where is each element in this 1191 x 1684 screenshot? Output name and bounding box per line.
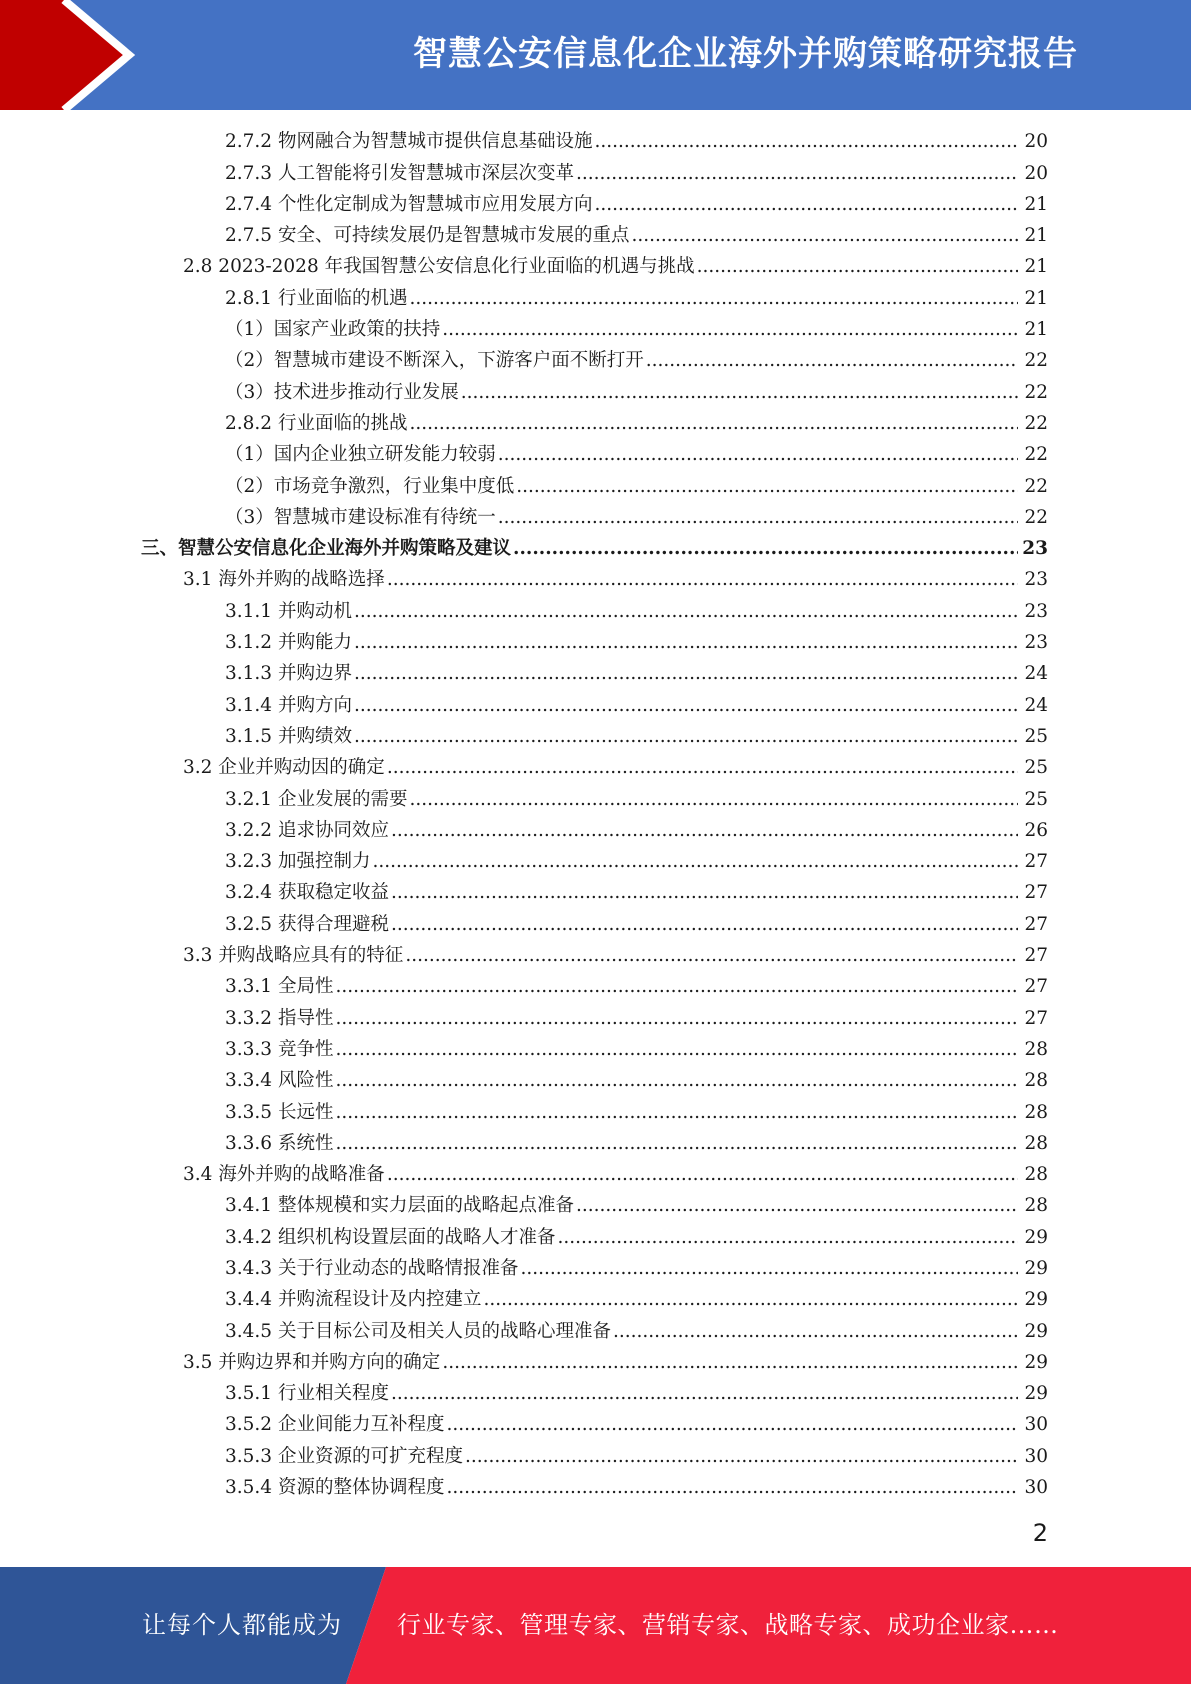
toc-entry-page-number: 20 [1024, 162, 1048, 184]
page-number: 2 [1032, 1519, 1048, 1547]
toc-entry-page-number: 25 [1024, 757, 1048, 779]
toc-entry-page-number: 30 [1024, 1414, 1048, 1436]
toc-entry-title: 3.4.2 组织机构设置层面的战略人才准备 [225, 1226, 556, 1248]
toc-entry[interactable] [0, 534, 1191, 565]
toc-entry-page-number: 21 [1024, 287, 1048, 309]
toc-entry-line [225, 381, 1048, 409]
toc-entry-line [225, 475, 1048, 503]
toc-entry-title: （2）市场竞争激烈，行业集中度低 [225, 475, 515, 497]
toc-dot-leader [557, 1226, 1018, 1250]
toc-entry-line [225, 631, 1048, 659]
toc-entry-title: 2.8.2 行业面临的挑战 [225, 412, 408, 434]
toc-entry-title: 3.1.5 并购绩效 [225, 725, 352, 747]
report-header [0, 0, 1191, 110]
toc-entry-page-number: 22 [1024, 444, 1048, 466]
toc-entry[interactable] [0, 1097, 1191, 1128]
toc-entry-title: 2.8.1 行业面临的机遇 [225, 287, 408, 309]
toc-entry-page-number: 23 [1024, 600, 1048, 622]
toc-entry-line [225, 1132, 1048, 1160]
toc-entry-line [183, 944, 1048, 972]
toc-entry-title: 2.7.3 人工智能将引发智慧城市深层次变革 [225, 162, 574, 184]
toc-entry-page-number: 23 [1024, 632, 1048, 654]
toc-entry-page-number: 21 [1024, 193, 1048, 215]
toc-entry-page-number: 29 [1024, 1320, 1048, 1342]
toc-entry-line [225, 1382, 1048, 1410]
toc-entry-line [225, 725, 1048, 753]
toc-entry-title: 3.3.1 全局性 [225, 976, 334, 998]
toc-entry-page-number: 21 [1024, 225, 1048, 247]
toc-dot-leader [461, 381, 1018, 405]
toc-entry-line [225, 162, 1048, 190]
toc-dot-leader [465, 1445, 1018, 1469]
toc-entry-line [225, 1069, 1048, 1097]
toc-entry-line [225, 1257, 1048, 1285]
toc-entry-line [183, 1163, 1048, 1191]
toc-entry[interactable] [0, 722, 1191, 753]
toc-entry-title: 3.5 并购边界和并购方向的确定 [183, 1351, 441, 1373]
toc-entry[interactable] [0, 596, 1191, 627]
toc-entry-title: 2.7.4 个性化定制成为智慧城市应用发展方向 [225, 193, 593, 215]
toc-dot-leader [335, 1132, 1018, 1156]
toc-entry[interactable] [0, 941, 1191, 972]
toc-entry-title: 3.5.2 企业间能力互补程度 [225, 1414, 445, 1436]
toc-entry-title: 3.3.5 长远性 [225, 1101, 334, 1123]
toc-entry[interactable] [0, 377, 1191, 408]
toc-entry-title: 3.3.4 风险性 [225, 1070, 334, 1092]
toc-entry-page-number: 27 [1024, 976, 1048, 998]
toc-entry[interactable] [0, 346, 1191, 377]
toc-entry-line [183, 568, 1048, 596]
toc-entry[interactable] [0, 221, 1191, 252]
toc-entry-title: 3.3 并购战略应具有的特征 [183, 945, 404, 967]
toc-entry-page-number: 27 [1024, 945, 1048, 967]
toc-entry-title: 3.5.1 行业相关程度 [225, 1383, 389, 1405]
toc-entry-page-number: 23 [1022, 538, 1048, 560]
toc-entry-page-number: 29 [1024, 1289, 1048, 1311]
toc-entry-line [225, 694, 1048, 722]
toc-entry-title: （3）技术进步推动行业发展 [225, 381, 459, 403]
toc-entry-line [225, 506, 1048, 534]
toc-entry[interactable] [0, 1222, 1191, 1253]
toc-entry-page-number: 28 [1024, 1195, 1048, 1217]
toc-entry[interactable] [0, 753, 1191, 784]
toc-entry[interactable] [0, 440, 1191, 471]
toc-entry-page-number: 30 [1024, 1445, 1048, 1467]
toc-entry[interactable] [0, 1379, 1191, 1410]
toc-entry[interactable] [0, 1348, 1191, 1379]
toc-entry-line [183, 1351, 1048, 1379]
toc-dot-leader [354, 600, 1018, 624]
toc-entry-title: 3.3.6 系统性 [225, 1132, 334, 1154]
toc-entry[interactable] [0, 1254, 1191, 1285]
toc-entry[interactable] [0, 1191, 1191, 1222]
toc-entry-line [225, 349, 1048, 377]
toc-entry[interactable] [0, 190, 1191, 221]
toc-entry-title: （1）国家产业政策的扶持 [225, 319, 441, 341]
toc-entry-page-number: 24 [1024, 663, 1048, 685]
toc-entry-title: （3）智慧城市建设标准有待统一 [225, 506, 496, 528]
toc-entry-title: 三、智慧公安信息化企业海外并购策略及建议 [141, 538, 512, 560]
toc-entry-title: 2.7.2 物网融合为智慧城市提供信息基础设施 [225, 131, 593, 153]
toc-entry-line [225, 1194, 1048, 1222]
toc-entry-page-number: 29 [1024, 1257, 1048, 1279]
toc-dot-leader [446, 1413, 1018, 1437]
toc-entry-page-number: 27 [1024, 913, 1048, 935]
toc-entry-title: 3.4.1 整体规模和实力层面的战略起点准备 [225, 1195, 574, 1217]
toc-dot-leader [354, 662, 1018, 686]
toc-entry[interactable] [0, 909, 1191, 940]
toc-entry-line [225, 975, 1048, 1003]
toc-dot-leader [576, 162, 1018, 186]
toc-entry-line [225, 193, 1048, 221]
toc-entry[interactable] [0, 816, 1191, 847]
toc-dot-leader [354, 725, 1018, 749]
toc-entry-line [225, 788, 1048, 816]
toc-dot-leader [631, 224, 1018, 248]
toc-entry[interactable] [0, 252, 1191, 283]
toc-dot-leader [446, 1476, 1018, 1500]
toc-entry-page-number: 28 [1024, 1070, 1048, 1092]
toc-entry-line [225, 662, 1048, 690]
toc-dot-leader [335, 975, 1018, 999]
toc-entry-page-number: 25 [1024, 788, 1048, 810]
toc-dot-leader [697, 255, 1018, 279]
toc-entry[interactable] [0, 503, 1191, 534]
header-chevron-decoration [0, 0, 160, 110]
toc-dot-leader [409, 788, 1018, 812]
toc-entry-page-number: 22 [1024, 412, 1048, 434]
toc-entry[interactable] [0, 158, 1191, 189]
toc-entry[interactable] [0, 127, 1191, 158]
toc-dot-leader [442, 318, 1018, 342]
toc-entry[interactable] [0, 784, 1191, 815]
toc-entry-line [225, 1413, 1048, 1441]
toc-entry-title: 3.2.1 企业发展的需要 [225, 788, 408, 810]
toc-dot-leader [335, 1101, 1018, 1125]
toc-entry-title: 3.4 海外并购的战略准备 [183, 1164, 385, 1186]
toc-entry-page-number: 23 [1024, 569, 1048, 591]
toc-entry-line [225, 600, 1048, 628]
toc-dot-leader [391, 1382, 1018, 1406]
toc-entry-line [141, 537, 1048, 565]
toc-entry-page-number: 22 [1024, 475, 1048, 497]
toc-entry-title: 3.4.4 并购流程设计及内控建立 [225, 1289, 482, 1311]
toc-dot-leader [387, 1163, 1018, 1187]
toc-entry-line [225, 1476, 1048, 1504]
toc-dot-leader [498, 506, 1018, 530]
toc-entry[interactable] [0, 1003, 1191, 1034]
toc-entry[interactable] [0, 565, 1191, 596]
toc-entry-page-number: 21 [1024, 256, 1048, 278]
toc-dot-leader [483, 1288, 1018, 1312]
toc-entry-title: 3.1.3 并购边界 [225, 663, 352, 685]
toc-entry-title: 3.5.3 企业资源的可扩充程度 [225, 1445, 463, 1467]
toc-dot-leader [498, 443, 1018, 467]
toc-dot-leader [594, 130, 1018, 154]
toc-dot-leader [442, 1351, 1018, 1375]
toc-entry-line [225, 850, 1048, 878]
toc-dot-leader [391, 881, 1018, 905]
toc-dot-leader [613, 1320, 1018, 1344]
toc-entry[interactable] [0, 1410, 1191, 1441]
toc-entry-line [225, 913, 1048, 941]
toc-entry[interactable] [0, 471, 1191, 502]
toc-entry-title: 3.4.3 关于行业动态的战略情报准备 [225, 1257, 519, 1279]
toc-entry-page-number: 27 [1024, 882, 1048, 904]
toc-entry[interactable] [0, 659, 1191, 690]
toc-entry[interactable] [0, 628, 1191, 659]
toc-entry-title: 3.2 企业并购动因的确定 [183, 757, 385, 779]
toc-entry-title: 3.1 海外并购的战略选择 [183, 569, 385, 591]
toc-entry-page-number: 28 [1024, 1164, 1048, 1186]
toc-dot-leader [516, 475, 1018, 499]
toc-dot-leader [409, 412, 1018, 436]
toc-entry-title: （1）国内企业独立研发能力较弱 [225, 444, 496, 466]
toc-entry[interactable] [0, 972, 1191, 1003]
toc-entry[interactable] [0, 315, 1191, 346]
toc-entry-line [225, 881, 1048, 909]
toc-entry-page-number: 22 [1024, 381, 1048, 403]
toc-entry-page-number: 22 [1024, 506, 1048, 528]
toc-dot-leader [513, 537, 1018, 561]
toc-entry[interactable] [0, 1316, 1191, 1347]
toc-entry[interactable] [0, 690, 1191, 721]
toc-entry-line [183, 255, 1048, 283]
toc-dot-leader [354, 694, 1018, 718]
toc-entry[interactable] [0, 1035, 1191, 1066]
toc-entry[interactable] [0, 1160, 1191, 1191]
toc-entry-line [225, 1226, 1048, 1254]
toc-dot-leader [405, 944, 1018, 968]
toc-entry-title: 3.2.4 获取稳定收益 [225, 882, 389, 904]
toc-entry-line [225, 1038, 1048, 1066]
toc-entry-title: 2.7.5 安全、可持续发展仍是智慧城市发展的重点 [225, 225, 630, 247]
toc-entry-title: 3.1.4 并购方向 [225, 694, 352, 716]
toc-entry-line [225, 1320, 1048, 1348]
toc-entry-line [225, 1445, 1048, 1473]
toc-entry[interactable] [0, 409, 1191, 440]
toc-entry-title: 3.3.3 竞争性 [225, 1038, 334, 1060]
toc-entry-line [183, 756, 1048, 784]
toc-entry-page-number: 29 [1024, 1383, 1048, 1405]
toc-dot-leader [354, 631, 1018, 655]
toc-entry-page-number: 29 [1024, 1226, 1048, 1248]
toc-entry-line [225, 412, 1048, 440]
toc-dot-leader [520, 1257, 1018, 1281]
toc-dot-leader [335, 1007, 1018, 1031]
toc-entry-line [225, 287, 1048, 315]
table-of-contents [0, 127, 1191, 1504]
toc-entry-page-number: 28 [1024, 1132, 1048, 1154]
toc-entry-title: 2.8 2023-2028 年我国智慧公安信息化行业面临的机遇与挑战 [183, 256, 695, 278]
toc-entry[interactable] [0, 283, 1191, 314]
toc-entry-title: 3.1.2 并购能力 [225, 632, 352, 654]
footer-roles: 行业专家、管理专家、营销专家、战略专家、成功企业家…… [397, 1611, 1059, 1639]
footer-banner [0, 1567, 1191, 1684]
toc-entry[interactable] [0, 878, 1191, 909]
toc-entry-title: 3.2.2 追求协同效应 [225, 819, 389, 841]
toc-entry-title: 3.2.3 加强控制力 [225, 851, 371, 873]
toc-dot-leader [372, 850, 1018, 874]
toc-dot-leader [576, 1194, 1018, 1218]
footer-slogan: 让每个人都能成为 [142, 1611, 342, 1639]
toc-entry-page-number: 20 [1024, 131, 1048, 153]
toc-dot-leader [387, 568, 1018, 592]
toc-dot-leader [391, 819, 1018, 843]
toc-entry-page-number: 21 [1024, 319, 1048, 341]
toc-entry-title: 3.2.5 获得合理避税 [225, 913, 389, 935]
toc-entry-page-number: 27 [1024, 851, 1048, 873]
toc-entry-page-number: 22 [1024, 350, 1048, 372]
toc-entry[interactable] [0, 1129, 1191, 1160]
toc-dot-leader [646, 349, 1018, 373]
toc-entry-page-number: 28 [1024, 1038, 1048, 1060]
toc-entry[interactable] [0, 1441, 1191, 1472]
toc-entry-title: （2）智慧城市建设不断深入，下游客户面不断打开 [225, 350, 644, 372]
toc-entry-line [225, 443, 1048, 471]
toc-entry[interactable] [0, 847, 1191, 878]
toc-entry-line [225, 224, 1048, 252]
toc-entry[interactable] [0, 1285, 1191, 1316]
toc-dot-leader [409, 287, 1018, 311]
toc-entry-line [225, 819, 1048, 847]
toc-entry-line [225, 1101, 1048, 1129]
toc-entry-page-number: 30 [1024, 1477, 1048, 1499]
toc-entry-page-number: 27 [1024, 1007, 1048, 1029]
toc-entry-title: 3.5.4 资源的整体协调程度 [225, 1477, 445, 1499]
toc-dot-leader [335, 1038, 1018, 1062]
toc-entry-page-number: 25 [1024, 725, 1048, 747]
toc-entry-page-number: 24 [1024, 694, 1048, 716]
report-title: 智慧公安信息化企业海外并购策略研究报告 [413, 34, 1078, 74]
toc-entry-page-number: 26 [1024, 819, 1048, 841]
toc-entry-line [225, 1007, 1048, 1035]
toc-entry-title: 3.4.5 关于目标公司及相关人员的战略心理准备 [225, 1320, 611, 1342]
toc-entry[interactable] [0, 1473, 1191, 1504]
toc-dot-leader [594, 193, 1018, 217]
toc-entry-page-number: 29 [1024, 1351, 1048, 1373]
toc-entry-title: 3.1.1 并购动机 [225, 600, 352, 622]
toc-entry-line [225, 318, 1048, 346]
toc-entry-line [225, 1288, 1048, 1316]
toc-entry-line [225, 130, 1048, 158]
toc-entry[interactable] [0, 1066, 1191, 1097]
toc-entry-title: 3.3.2 指导性 [225, 1007, 334, 1029]
toc-dot-leader [335, 1069, 1018, 1093]
toc-entry-page-number: 28 [1024, 1101, 1048, 1123]
toc-dot-leader [387, 756, 1018, 780]
toc-dot-leader [391, 913, 1018, 937]
